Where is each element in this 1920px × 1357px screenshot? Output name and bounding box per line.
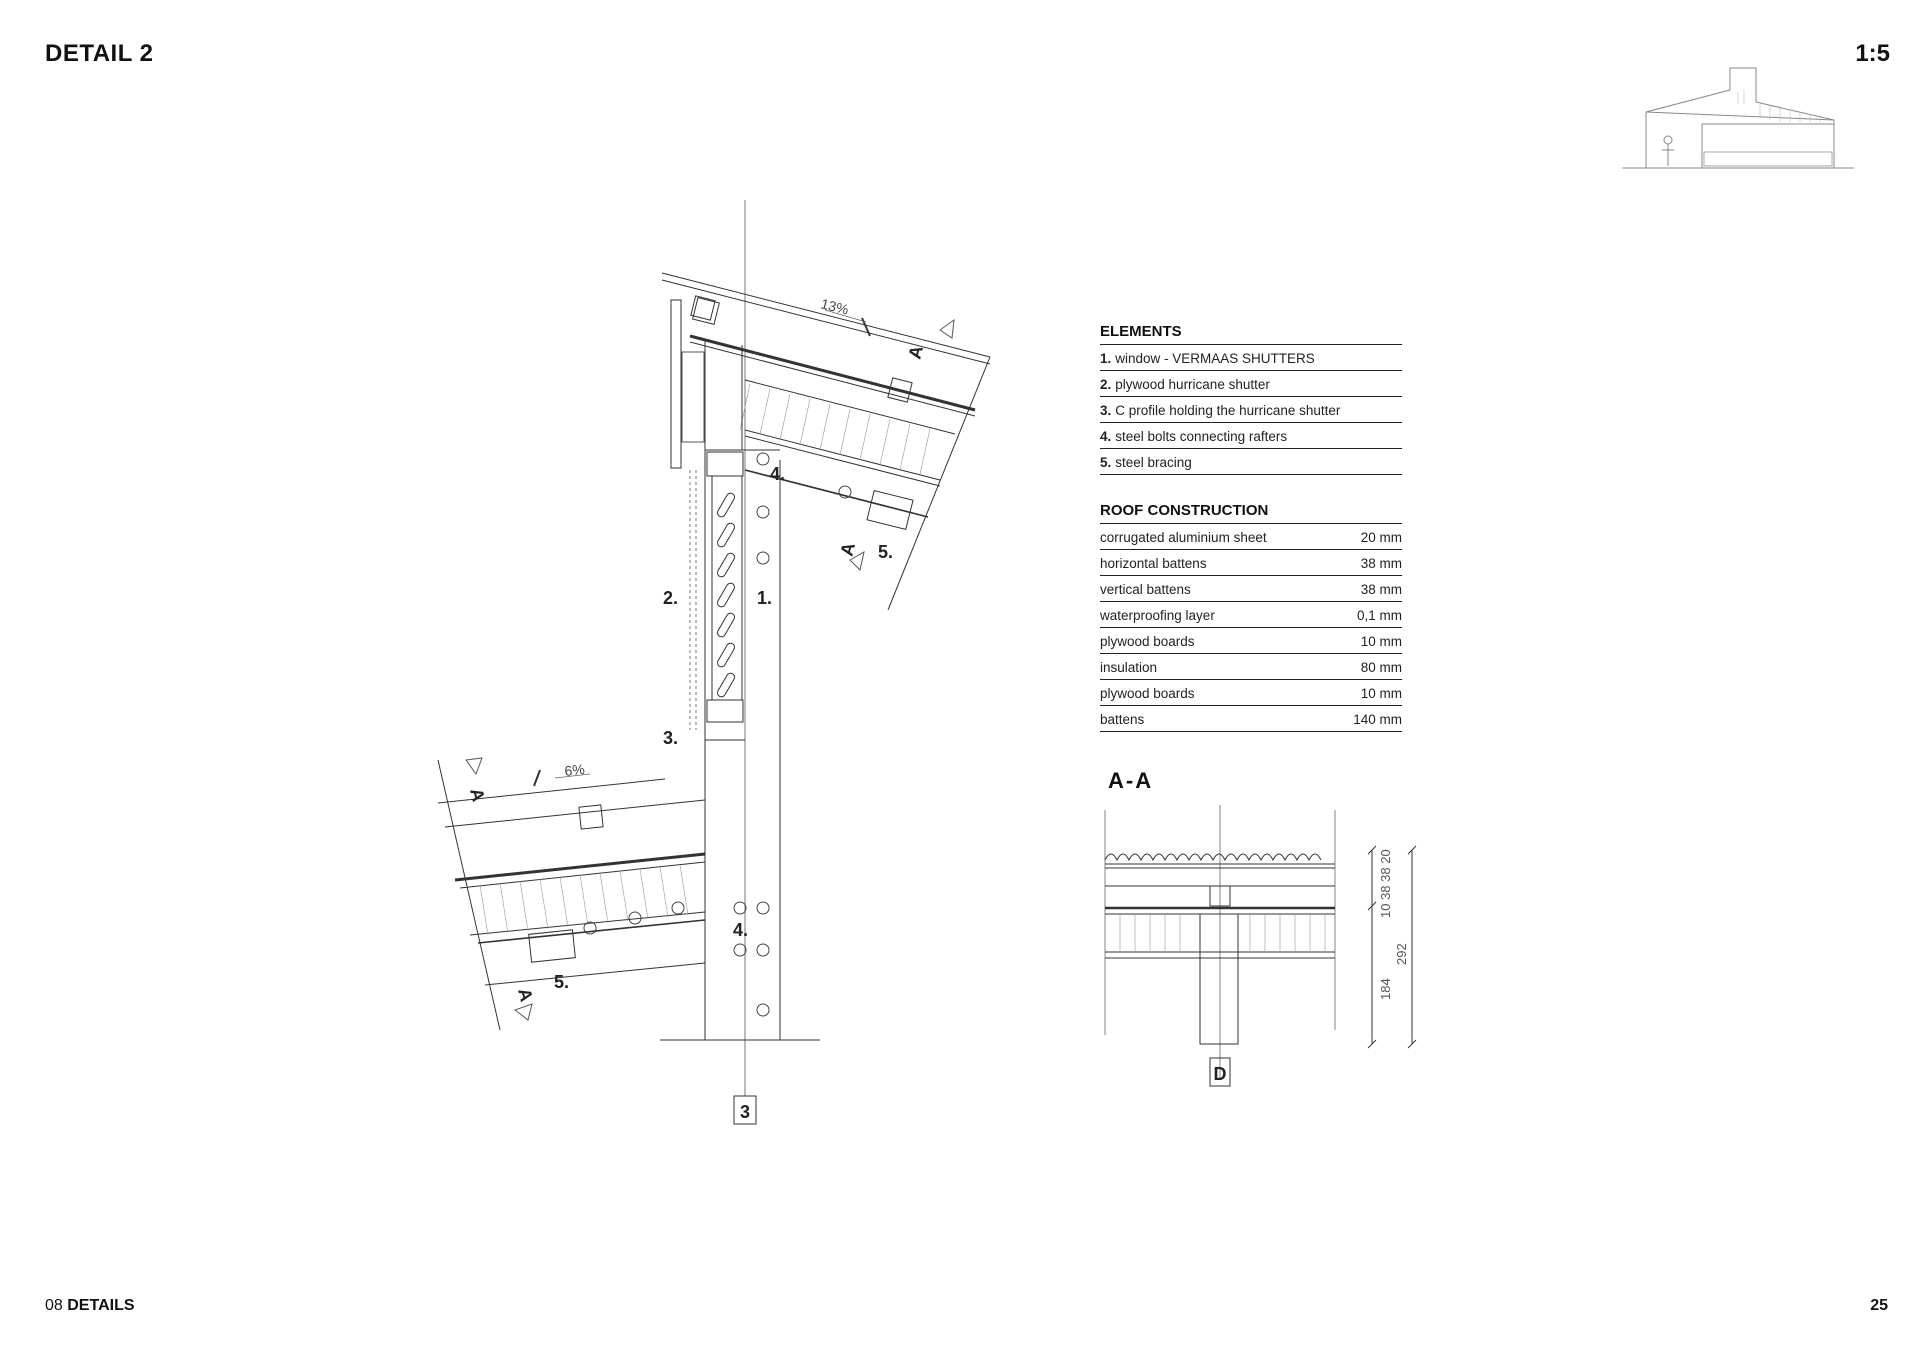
slope-label-lower: 6% (563, 760, 586, 779)
hurricane-shutter (690, 470, 696, 730)
layer-row: horizontal battens 38 mm (1100, 550, 1402, 576)
legend-item: 2. plywood hurricane shutter (1100, 371, 1402, 397)
section-markers (466, 320, 954, 1020)
label-element-2: 2. (663, 588, 679, 608)
dim-rafter: 184 (1378, 978, 1393, 1000)
grid-axis-label: 3 (739, 1102, 751, 1122)
roof-construction-heading: ROOF CONSTRUCTION (1100, 502, 1402, 524)
layer-row: waterproofing layer 0,1 mm (1100, 602, 1402, 628)
elements-heading: ELEMENTS (1100, 323, 1402, 345)
label-element-1: 1. (757, 588, 773, 608)
footer-section-number: 08 (45, 1297, 63, 1314)
label-element-4-upper: 4. (770, 464, 786, 484)
label-element-4-lower: 4. (733, 920, 749, 940)
drawing-scale: 1:5 (1855, 40, 1890, 67)
layer-row: plywood boards 10 mm (1100, 680, 1402, 706)
window-frame (707, 452, 743, 722)
roof-construction-table (1100, 502, 1402, 732)
label-element-5-lower: 5. (554, 972, 570, 992)
elements-legend (1100, 323, 1402, 475)
section-mark-middle: A (836, 540, 860, 558)
slope-label-upper: 13% (819, 295, 851, 318)
section-aa-title: A-A (1108, 768, 1154, 793)
footer-section-name: DETAILS (67, 1297, 135, 1314)
lower-roof-assembly (438, 760, 820, 1040)
section-mark-lower-left: A (466, 786, 489, 804)
rafter-bolts (584, 453, 851, 1016)
label-element-5-upper: 5. (878, 542, 894, 562)
dim-layers: 10 38 38 20 (1378, 849, 1393, 918)
layer-row: plywood boards 10 mm (1100, 628, 1402, 654)
section-aa-grid-label: D (1213, 1064, 1227, 1084)
window-louvres (716, 492, 736, 699)
layer-row: insulation 80 mm (1100, 654, 1402, 680)
layer-row: battens 140 mm (1100, 706, 1402, 732)
section-mark-upper-right: A (904, 343, 928, 361)
layer-row: vertical battens 38 mm (1100, 576, 1402, 602)
legend-item: 1. window - VERMAAS SHUTTERS (1100, 345, 1402, 371)
upper-roof-assembly (662, 273, 990, 610)
section-mark-bottom: A (514, 986, 537, 1004)
legend-item: 5. steel bracing (1100, 449, 1402, 475)
layer-row: corrugated aluminium sheet 20 mm (1100, 524, 1402, 550)
legend-item: 3. C profile holding the hurricane shutter (1100, 397, 1402, 423)
dim-total: 292 (1394, 943, 1409, 965)
page-number: 25 (1870, 1297, 1888, 1314)
label-element-3: 3. (663, 728, 679, 748)
section-aa-drawing (1100, 800, 1430, 1090)
legend-item: 4. steel bolts connecting rafters (1100, 423, 1402, 449)
page-title: DETAIL 2 (45, 40, 154, 67)
fascia-board (671, 300, 681, 468)
